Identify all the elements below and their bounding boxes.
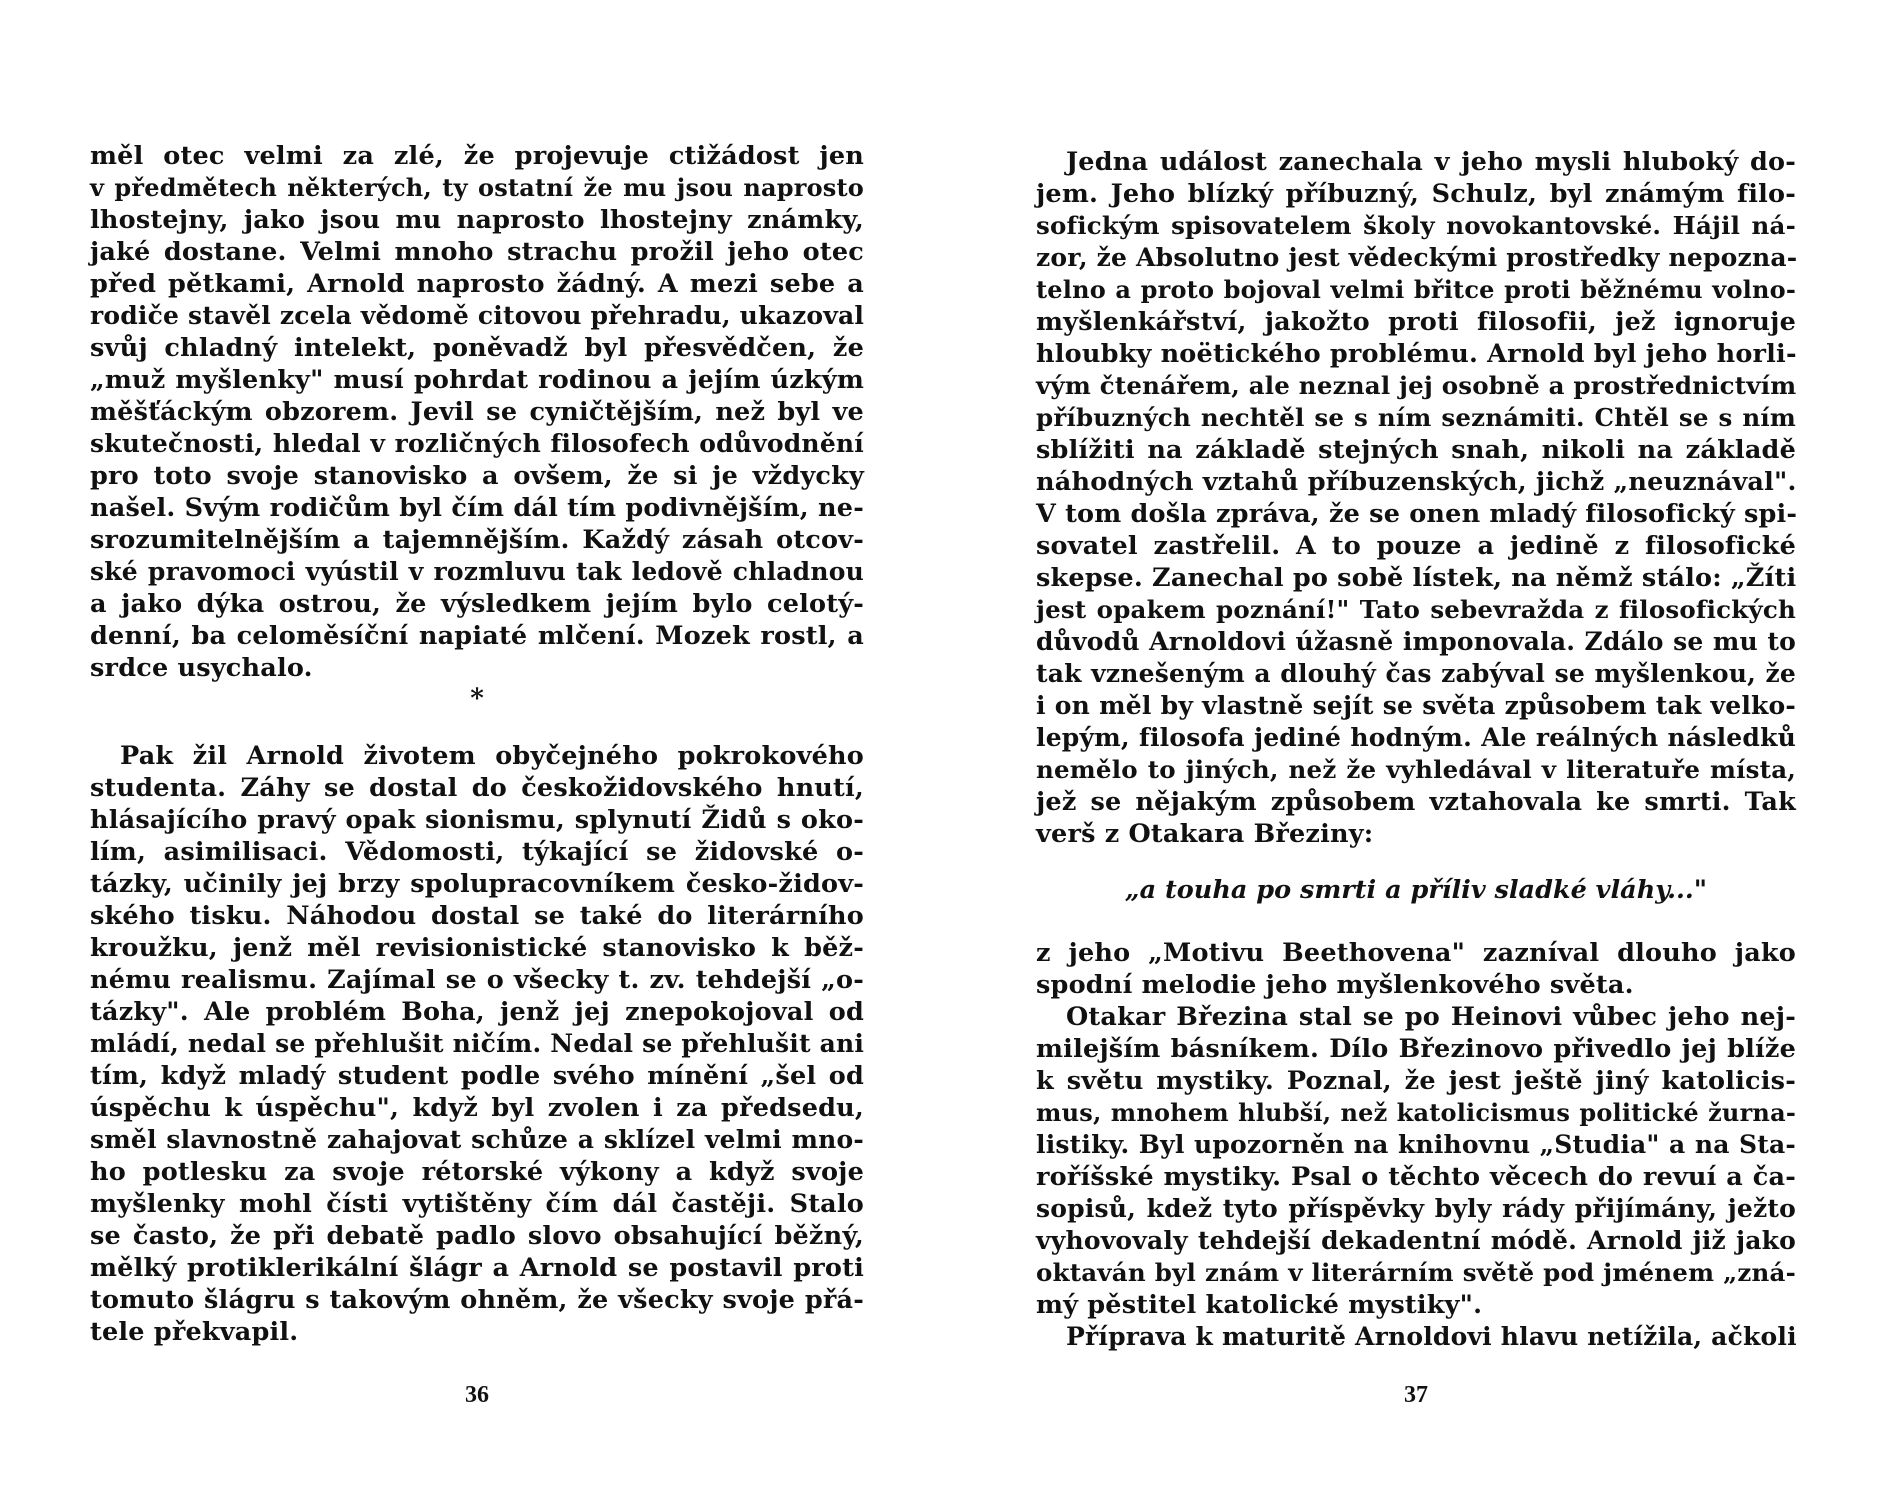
text-line: ho potlesku za svoje rétorské výkony a když svoje: [90, 1157, 864, 1187]
text-line: z jeho „Motivu Beethovena" zazníval dlouho jako: [1036, 938, 1796, 968]
text-line: kroužku, jenž měl revisionistické stanovisko k běž-: [90, 933, 864, 963]
text-line: skutečnosti, hledal v rozličných filosofech odůvodnění: [90, 429, 864, 458]
text-line: Otakar Březina stal se po Heinovi vůbec jeho nej-: [1066, 1002, 1796, 1032]
text-line: hloubky noëtického problému. Arnold byl jeho horli-: [1036, 339, 1797, 369]
text-line: listiky. Byl upozorněn na knihovnu „Studia" a na Sta-: [1036, 1130, 1796, 1159]
text-line: Pak žil Arnold životem obyčejného pokrokového: [120, 741, 864, 771]
text-line: srozumitelnějším a tajemnějším. Každý zásah otcov-: [90, 525, 864, 555]
text-line: oktaván byl znám v literárním světě pod jménem „zná-: [1036, 1258, 1796, 1287]
text-line: zor, že Absolutno jest vědeckými prostředky nepozna-: [1036, 243, 1798, 272]
left-paragraph-2: [90, 740, 864, 1348]
text-line: důvodů Arnoldovi úžasně imponovala. Zdálo se mu to: [1036, 627, 1796, 656]
text-line: rodiče stavěl zcela vědomě citovou přehradu, ukazoval: [90, 301, 865, 330]
text-line: tázky, učinily jej brzy spolupracovníkem česko-židov-: [90, 869, 864, 899]
text-line: měl otec velmi za zlé, že projevuje ctižádost jen: [90, 141, 864, 171]
text-line: tázky". Ale problém Boha, jenž jej znepokojoval od: [90, 997, 864, 1027]
text-line: vyhovovaly tehdejší dekadentní módě. Arnold již jako: [1036, 1226, 1796, 1255]
text-line: tím, když mladý student podle svého mínění „šel od: [90, 1061, 864, 1091]
text-line: jež se nějakým způsobem vztahovala ke smrti. Tak: [1036, 787, 1796, 817]
page-number-left: 36: [465, 1382, 489, 1408]
text-line: lhostejny, jako jsou mu naprosto lhostejny známky,: [90, 205, 864, 235]
text-line: studenta. Záhy se dostal do českožidovského hnutí,: [90, 773, 864, 803]
text-line: v předmětech některých, ty ostatní že mu jsou naprosto: [90, 173, 864, 202]
text-line: myšlenkářství, jakožto proti filosofii, jež ignoruje: [1036, 307, 1796, 337]
text-line: mý pěstitel katolické mystiky".: [1036, 1290, 1483, 1320]
text-line: nému realismu. Zajímal se o všecky t. zv. tehdejší „o-: [90, 965, 864, 995]
text-line: a jako dýka ostrou, že výsledkem jejím bylo celotý-: [90, 589, 864, 619]
text-line: mělký protiklerikální šlágr a Arnold se postavil proti: [90, 1253, 864, 1283]
text-line: příbuzných nechtěl se s ním seznámiti. Chtěl se s ním: [1036, 403, 1796, 432]
poem-quote: „a touha po smrti a příliv sladké vláhy...": [1124, 875, 1708, 905]
text-line: úspěchu k úspěchu", když byl zvolen i za předsedu,: [90, 1093, 864, 1123]
text-line: sofickým spisovatelem školy novokantovské. Hájil ná-: [1036, 211, 1796, 240]
text-line: roříšské mystiky. Psal o těchto věcech do revuí a ča-: [1036, 1162, 1796, 1192]
right-paragraph-1: [1036, 146, 1796, 850]
text-line: i on měl by vlastně sejít se světa způsobem tak velko-: [1036, 691, 1796, 720]
text-line: verš z Otakara Březiny:: [1036, 819, 1374, 849]
text-line: milejším básníkem. Dílo Březinovo přivedlo jej blíže: [1036, 1034, 1796, 1064]
text-line: ské pravomoci vyústil v rozmluvu tak ledově chladnou: [90, 557, 864, 586]
page-number-right: 37: [1404, 1382, 1428, 1408]
section-divider: *: [470, 684, 484, 714]
left-page: [90, 0, 864, 1500]
text-line: před pětkami, Arnold naprosto žádný. A mezi sebe a: [90, 269, 864, 299]
text-line: sblížiti na základě stejných snah, nikoli na základě: [1036, 435, 1796, 465]
text-line: jem. Jeho blízký příbuzný, Schulz, byl známým filo-: [1036, 179, 1796, 209]
text-line: našel. Svým rodičům byl čím dál tím podivnějším, ne-: [90, 493, 864, 523]
text-line: srdce usychalo.: [90, 653, 313, 683]
text-line: k světu mystiky. Poznal, že jest ještě jiný katolicis-: [1036, 1066, 1796, 1096]
text-line: jest opakem poznání!" Tato sebevražda z filosofických: [1036, 595, 1796, 624]
text-line: se často, že při debatě padlo slovo obsahující běžný,: [90, 1221, 864, 1251]
text-line: spodní melodie jeho myšlenkového světa.: [1036, 970, 1634, 1000]
text-line: mládí, nedal se přehlušit ničím. Nedal se přehlušit ani: [90, 1029, 865, 1058]
text-line: myšlenky mohl čísti vytištěny čím dál častěji. Stalo: [90, 1189, 864, 1219]
text-line: směl slavnostně zahajovat schůze a sklízel velmi mno-: [90, 1125, 864, 1154]
text-line: skepse. Zanechal po sobě lístek, na němž stálo: „Žíti: [1036, 563, 1797, 593]
text-line: tomuto šlágru s takovým ohněm, že všecky svoje přá-: [90, 1285, 864, 1315]
left-paragraph-1: [90, 140, 864, 684]
right-paragraph-2: [1036, 937, 1796, 1353]
text-line: svůj chladný intelekt, poněvadž byl přesvědčen, že: [90, 333, 864, 363]
text-line: sopisů, kdež tyto příspěvky byly rády přijímány, ježto: [1036, 1194, 1796, 1223]
text-line: pro toto svoje stanovisko a ovšem, že si je vždycky: [90, 461, 864, 491]
text-line: hlásajícího pravý opak sionismu, splynutí Židů s oko-: [90, 805, 864, 835]
text-line: vým čtenářem, ale neznal jej osobně a prostřednictvím: [1036, 371, 1797, 400]
text-line: Příprava k maturitě Arnoldovi hlavu netížila, ačkoli: [1066, 1322, 1797, 1351]
text-line: V tom došla zpráva, že se onen mladý filosofický spi-: [1036, 499, 1798, 529]
text-line: ského tisku. Náhodou dostal se také do literárního: [90, 901, 864, 931]
text-line: telno a proto bojoval velmi břitce proti běžnému volno-: [1036, 275, 1796, 304]
text-line: sovatel zastřelil. A to pouze a jedině z filosofické: [1036, 531, 1796, 561]
text-line: nemělo to jiných, než že vyhledával v literatuře místa,: [1036, 755, 1796, 784]
text-line: měšťáckým obzorem. Jevil se cyničtějším, než byl ve: [90, 397, 864, 427]
text-line: lepým, filosofa jediné hodným. Ale reálných následků: [1036, 723, 1796, 752]
right-page: [1036, 0, 1796, 1500]
text-line: lím, asimilisaci. Vědomosti, týkající se židovské o-: [90, 837, 864, 867]
text-line: jaké dostane. Velmi mnoho strachu prožil jeho otec: [90, 237, 864, 267]
text-line: denní, ba celoměsíční napiaté mlčení. Mozek rostl, a: [90, 621, 864, 651]
text-line: mus, mnohem hlubší, než katolicismus politické žurna-: [1036, 1098, 1796, 1127]
text-line: tak vznešeným a dlouhý čas zabýval se myšlenkou, že: [1036, 659, 1796, 688]
text-line: náhodných vztahů příbuzenských, jichž „neuznával".: [1036, 467, 1797, 497]
text-line: „muž myšlenky" musí pohrdat rodinou a jejím úzkým: [90, 365, 864, 395]
text-line: tele překvapil.: [90, 1317, 299, 1347]
text-line: Jedna událost zanechala v jeho mysli hluboký do-: [1066, 147, 1796, 177]
